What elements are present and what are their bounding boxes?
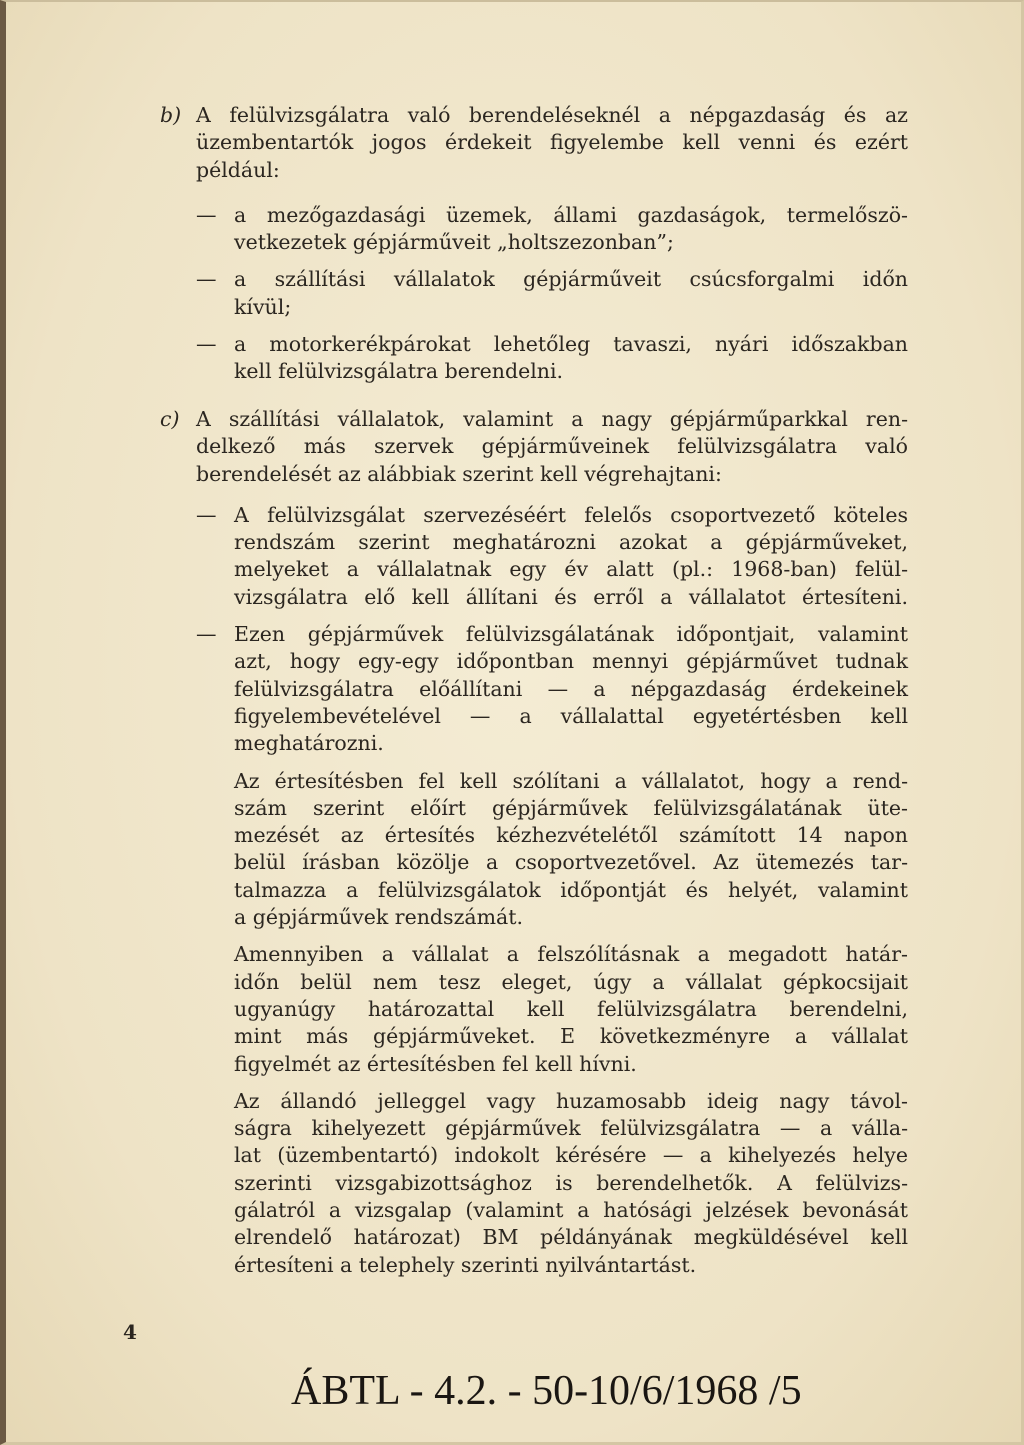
paragraph-line: lat (üzembentartó) indokolt kérésére — a kihelyezés helye xyxy=(234,1143,908,1168)
paragraph-line: szám szerint előírt gépjárművek felülvizsgálatának üte- xyxy=(234,795,908,820)
paragraph-line: a gépjárművek rendszámát. xyxy=(234,905,524,930)
section-c-intro-line: berendelését az alábbiak szerint kell végrehajtani: xyxy=(196,461,722,486)
section-c-item-line: azt, hogy egy-egy időpontban mennyi gépjárművet tudnak xyxy=(234,649,908,674)
section-c-paragraph xyxy=(234,1088,908,1279)
section-c-item-line: felülvizsgálatra előállítani — a népgazdaság érdekeinek xyxy=(234,676,908,701)
section-b-intro-line: A felülvizsgálatra való berendeléseknél a népgazdaság és az xyxy=(196,103,908,127)
archive-stamp: ÁBTL - 4.2. - 50-10/6/1968 /5 xyxy=(291,1368,802,1414)
em-dash-bullet: — xyxy=(196,267,217,292)
section-b-item-line: vetkezetek gépjárműveit „holtszezonban”; xyxy=(234,230,674,255)
section-c-paragraph xyxy=(234,941,908,1077)
em-dash-bullet: — xyxy=(196,622,217,647)
section-b-intro-line: üzembentartók jogos érdekeit figyelembe kell venni és ezért xyxy=(196,130,908,155)
section-c-intro-line: A szállítási vállalatok, valamint a nagy gépjárműparkkal ren- xyxy=(196,407,908,431)
paragraph-line: ságra kihelyezett gépjárművek felülvizsgálatra — a válla- xyxy=(234,1116,908,1141)
em-dash-bullet: — xyxy=(196,332,217,357)
paragraph-line: gálatról a vizsgalap (valamint a hatósági jelzések bevonását xyxy=(234,1198,908,1223)
section-b-item-line: a mezőgazdasági üzemek, állami gazdaságok, termelőszö- xyxy=(234,202,908,227)
section-c-item-line: figyelembevételével — a vállalattal egyetértésben kell xyxy=(234,703,908,728)
paragraph-line: szerinti vizsgabizottsághoz is berendelhetők. A felülvizs- xyxy=(234,1170,908,1195)
section-c-paragraph xyxy=(234,768,908,932)
section-b-label: b) xyxy=(160,103,182,127)
section-b-item-line: kell felülvizsgálatra berendelni. xyxy=(234,359,564,384)
section-c-item-line: vizsgálatra elő kell állítani és erről a vállalatot értesíteni. xyxy=(234,584,908,609)
section-c xyxy=(160,406,908,1279)
paragraph-line: figyelmét az értesítésben fel kell hívni. xyxy=(234,1051,637,1076)
section-b-item-line: a motorkerékpárokat lehetőleg tavaszi, nyári időszakban xyxy=(234,332,908,357)
section-c-item-line: rendszám szerint meghatározni azokat a gépjárműveket, xyxy=(234,530,908,555)
section-c-item-line: melyeket a vállalatnak egy év alatt (pl.: 1968-ban) felül- xyxy=(234,557,908,582)
page-number: 4 xyxy=(123,1320,137,1344)
section-b-item xyxy=(196,331,908,386)
section-c-item xyxy=(196,621,908,757)
paragraph-line: Az állandó jelleggel vagy huzamosabb ideig nagy távol- xyxy=(234,1088,908,1113)
paragraph-line: mezését az értesítés kézhezvételétől számított 14 napon xyxy=(234,823,908,848)
section-b-item xyxy=(196,202,908,257)
paragraph-line: talmazza a felülvizsgálatok időpontját és helyét, valamint xyxy=(234,877,908,902)
section-b-item-line: kívül; xyxy=(234,294,292,319)
section-c-item-line: A felülvizsgálat szervezéséért felelős csoportvezető köteles xyxy=(234,502,908,527)
paragraph-line: Az értesítésben fel kell szólítani a vállalatot, hogy a rend- xyxy=(234,768,908,793)
section-b xyxy=(160,102,908,386)
paragraph-line: belül írásban közölje a csoportvezetővel. Az ütemezés tar- xyxy=(234,850,908,875)
paragraph-line: értesíteni a telephely szerinti nyilvántartást. xyxy=(234,1252,697,1277)
section-c-item-line: Ezen gépjárművek felülvizsgálatának időpontjait, valamint xyxy=(234,622,908,647)
paragraph-line: Amennyiben a vállalat a felszólításnak a megadott határ- xyxy=(234,942,908,967)
section-c-item-line: meghatározni. xyxy=(234,731,384,756)
section-c-intro-line: delkező más szervek gépjárműveinek felülvizsgálatra való xyxy=(196,434,908,459)
section-b-item xyxy=(196,266,908,321)
paragraph-line: ugyanúgy határozattal kell felülvizsgálatra berendelni, xyxy=(234,996,908,1021)
section-b-item-line: a szállítási vállalatok gépjárműveit csúcsforgalmi időn xyxy=(234,267,908,292)
em-dash-bullet: — xyxy=(196,202,217,227)
paragraph-line: elrendelő határozat) BM példányának megküldésével kell xyxy=(234,1225,908,1250)
paragraph-line: mint más gépjárműveket. E következményre a vállalat xyxy=(234,1024,908,1049)
em-dash-bullet: — xyxy=(196,502,217,527)
section-b-intro-line: például: xyxy=(196,157,280,182)
paragraph-line: időn belül nem tesz eleget, úgy a vállalat gépkocsijait xyxy=(234,969,908,994)
section-c-item xyxy=(196,502,908,611)
section-c-label: c) xyxy=(160,407,180,431)
